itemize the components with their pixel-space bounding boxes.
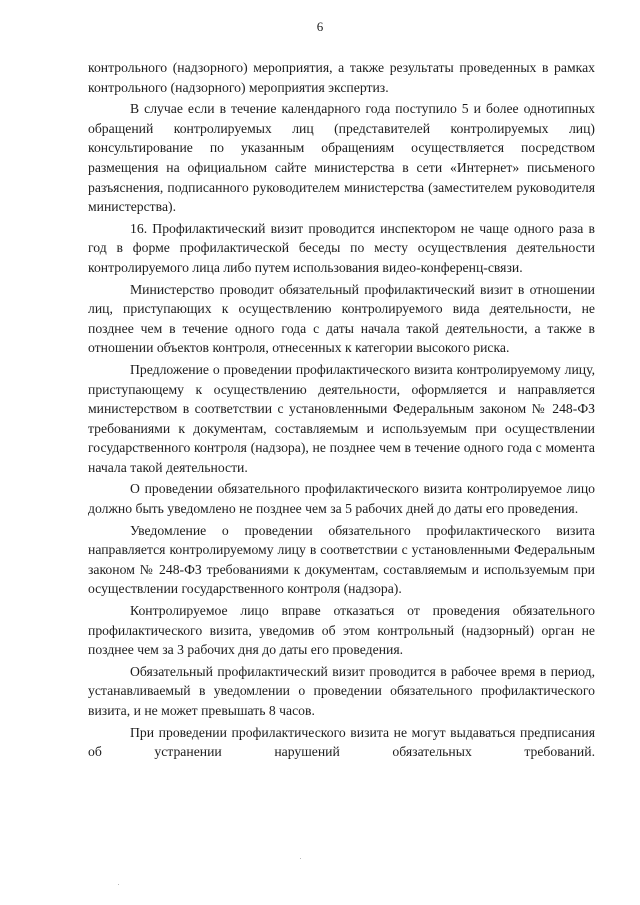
paragraph-1: контрольного (надзорного) мероприятия, а также результаты проведенных в рамках контрольного (надзорного) мероприятия экспертиз. xyxy=(88,60,595,95)
paragraph-6: О проведении обязательного профилактического визита контролируемое лицо должно быть уведомлено не позднее чем за 5 рабочих дней до даты его проведения. xyxy=(88,481,595,517)
document-body xyxy=(88,58,595,764)
paragraph-8: Контролируемое лицо вправе отказаться от проведения обязательного профилактического визита, уведомив об этом контрольный (надзорный) орган не позднее чем за 3 рабочих дня до даты его проведения. xyxy=(88,603,595,658)
page-number: 6 xyxy=(316,19,324,34)
paragraph-7: Уведомление о проведении обязательного профилактического визита направляется контролируемому лицу в соответствии с установленными Федеральным законом № 248-ФЗ требованиями к документам, составляемым и используемым при осуществлении государственного контроля (надзора). xyxy=(88,522,595,597)
scan-artifact xyxy=(300,858,301,859)
scan-artifact xyxy=(118,884,119,885)
paragraph-3-item-16: 16. Профилактический визит проводится инспектором не чаще одного раза в год в форме профилактической беседы по месту осуществления деятельности контролируемого лица либо путем использования видео-конференц-связи. xyxy=(88,220,595,275)
paragraph-10: При проведении профилактического визита не могут выдаваться предписания об устранении нарушений обязательных требований. xyxy=(88,724,595,760)
paragraph-2: В случае если в течение календарного года поступило 5 и более однотипных обращений контролируемых лиц (представителей контролируемых лиц) консультирование по указанным обращениям осуществляется посредством размещения на официальном сайте министерства в сети «Интернет» письменого разъяснения, подписанного руководителем министерства (заместителем руководителя министерства). xyxy=(88,101,595,215)
paragraph-5: Предложение о проведении профилактического визита контролируемому лицу, приступающему к осуществлению деятельности, оформляется и направляется министерством в соответствии с установленными Федеральным законом № 248-ФЗ требованиями к документам, составляемым и используемым при осуществлении государственного контроля (надзора), не позднее чем в течение одного года с момента начала такой деятельности. xyxy=(88,361,595,475)
paragraph-4: Министерство проводит обязательный профилактический визит в отношении лиц, приступающих к осуществлению контролируемого вида деятельности, не позднее чем в течение одного года с даты начала такой деятельности, а также в отношении объектов контроля, отнесенных к категории высокого риска. xyxy=(88,281,595,356)
paragraph-9: Обязательный профилактический визит проводится в рабочее время в период, устанавливаемый в уведомлении о проведении обязательного профилактического визита, и не может превышать 8 часов. xyxy=(88,663,595,718)
